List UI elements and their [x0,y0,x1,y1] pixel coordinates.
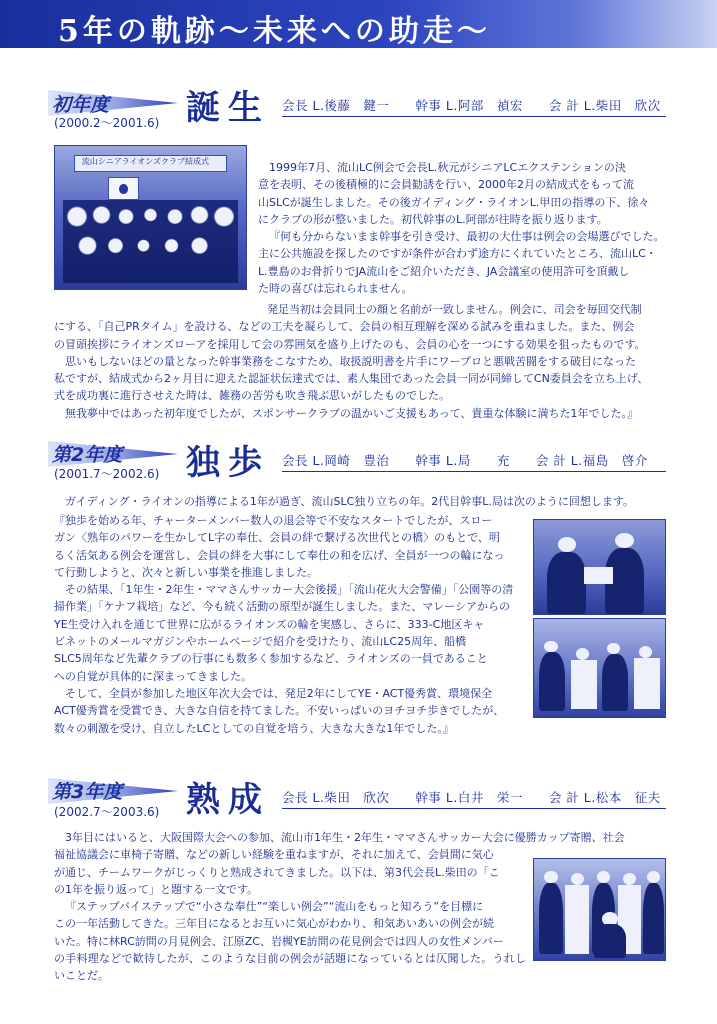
group-photo-3 [533,858,666,961]
text-line: の冒頭挨拶にライオンズローアを採用して会の雰囲気を盛り上げたのも、会員の心を一つにする効果を狙ったものです。 [54,337,646,351]
person-figure [547,552,586,614]
person-figure-light [634,658,660,709]
text-line: の手料理などで歓待したが、このような目前の例会が話題になっているとは仄聞した。うれしいことだ。 [54,952,526,983]
text-line: て行動しようと、次々と新しい事業を推進しました。 [54,565,318,579]
text-line: ビネットのメールマガジンやホームページで紹介を受けたり、流山LC25周年、船橋 [54,635,467,649]
flag-dot [119,184,128,194]
person-figure [539,883,563,954]
text-line: ガイディング・ライオンの指導による1年が過ぎ、流山SLC独り立ちの年。2代目幹事L.局は次のように回想します。 [65,495,634,508]
text-line: ACT優秀賞を受賞でき、大きな自信を持てました。不安いっぱいのヨチヨチ歩きでしたが、 [54,704,505,718]
officers-line: 会長 L.柴田 欣次 幹事 L.白井 栄一 会 計 L.松本 征夫 [282,790,661,805]
presentation-photo [533,519,666,615]
text-line: 主に公共施設を探したのですが条件が合わず途方にくれていたところ、流山LC・ [258,247,657,261]
text-line: 意を表明、その後積極的に会員勧誘を行い、2000年2月の結成式をもって流 [258,178,634,192]
text-line: 1999年7月、流山LC例会で会長L.秋元がシニアLCエクステンションの決 [269,161,626,174]
text-line: 思いもしないほどの量となった幹事業務をこなすため、取扱説明書を片手にワープロと悪戦苦闘をする破目になった [65,354,637,368]
paragraph-intro [54,493,668,511]
text-line: そして、全員が参加した地区年次大会では、発足2年にしてYE・ACT優秀賞、環境保全 [65,686,493,700]
officers-line: 会長 L.岡崎 豊治 幹事 L.局 充 会 計 L.福島 啓介 [282,453,648,468]
text-line: L.豊島のお骨折りでJA流山をご紹介いただき、JA会議室の使用許可を頂戴し [258,264,630,278]
text-line: SLC5周年など先輩クラブの行事にも数多く参加するなど、ライオンズの一員であること [54,652,488,666]
person-head [639,646,652,658]
title-bar [0,0,717,48]
person-head [544,871,557,883]
person-figure-seated [594,924,625,958]
text-line: ガン〈熟年のパワーを生かしてL字の奉仕、会員の絆で繋げる次世代との橋〉のもとで、明 [54,531,500,545]
text-line: た時の喜びは忘れられません。 [258,282,413,296]
person-figure-light [571,660,597,709]
person-figure [643,883,664,954]
paragraph-wrapped [54,512,528,742]
text-line: 掃作業」「ケナフ栽培」など、今も続く活動の原型が誕生しました。また、マレーシアからの [54,600,511,614]
period-label: (2001.7～2002.6) [54,467,160,481]
text-line: 福祉協議会に車椅子寄贈、などの新しい経験を重ねますが、それに加えて、会員間に気心 [54,848,494,862]
text-line: への自覚が具体的に深まってきました。 [54,669,252,683]
section-heading: 誕生 [186,88,270,128]
section-year-1 [0,80,717,425]
certificate [584,567,613,584]
flag-icon [108,177,139,200]
text-line: 『何も分からないまま幹事を引き受け、最初の大仕事は例会の会場選びでした。 [269,230,665,244]
year-label: 第3年度 [52,781,123,803]
text-line: この一年活動してきた。三年目になるとお互いに気心がわかり、和気あいあいの例会が続 [54,917,494,931]
person-head [597,871,610,883]
person-head [576,648,589,660]
person-head [571,873,584,885]
text-line: にクラブの形が整いました。初代幹事のL.阿部が往時を振り返ります。 [258,212,608,226]
year-label: 第2年度 [52,444,123,466]
text-line: るく活気ある例会を運営し、会員の絆を大事にして奉仕の和を広げ、全員が一つの輪になっ [54,548,505,562]
text-line: 3年目にはいると、大阪国際大会への参加、流山市1年生・2年生・ママさんサッカー大会に優勝カップ寄贈、社会 [65,831,625,844]
period-label: (2000.2～2001.6) [54,116,160,130]
text-line: 無我夢中ではあった初年度でしたが、スポンサークラブの温かいご支援もあって、貴重な体験に満ちた1年でした。』 [65,406,639,420]
text-line: YE生受け入れを通じて世界に広がるライオンズの輪を実感し、さらに、333-C地区キャ [54,617,485,631]
activity-photo [533,618,666,718]
section-year-3 [0,772,717,992]
photo-people [63,200,239,283]
text-line: 『独歩を始める年、チャーターメンバー数人の退会等で不安なスタートでしたが、スロー [54,514,493,527]
photo-banner-text: 流山シニアライオンズクラブ結成式 [81,157,210,166]
text-line: 山SLCが誕生しました。その後ガイディング・ライオンL.甲田の指導の下、徐々 [258,195,650,209]
paragraph-wrapped [258,159,668,301]
person-head [647,871,660,883]
text-line: 式を成功裏に進行させえた時は、雑務の苦労も吹き飛ぶ思いがしたものでした。 [54,389,450,403]
text-line: 私ですが、結成式から2ヶ月目に迎えた認証状伝達式では、素人集団であった会員一同が同締してCN委員会を立ち上げ、 [54,372,649,386]
text-line: にする、「自己PRタイム」を設ける、などの工夫を凝らして、会員の相互理解を深める試みを重ねました。また、例会 [54,320,635,334]
person-head [607,643,620,655]
text-line: 数々の刺激を受け、自立したLCとしての自覚を培う、大きな大きな1年でした。』 [54,721,454,735]
group-photo [54,145,247,290]
section-heading: 熟成 [186,780,270,820]
section-heading: 独歩 [186,443,270,483]
person-head [544,641,557,653]
paragraph-full [54,301,668,425]
officers-rule [282,116,666,117]
text-line: 『ステップバイステップで“小さな奉仕”“楽しい例会”“流山をもっと知ろう”を目標に [65,900,484,914]
text-line: いた。特に林RC訪問の月見例会、江原ZC、岩槻YE訪問の花見例会では四人の女性メンバー [54,934,504,948]
text-line: が通じ、チームワークがじっくりと熟成されてきました。以下は、第3代会長L.柴田の「こ [54,865,500,879]
section-year-2 [0,435,717,765]
officers-rule [282,471,666,472]
person-figure [539,652,565,711]
person-head [615,533,633,548]
text-line: の1年を振り返って」と題する一文です。 [54,882,259,896]
person-figure [602,654,628,711]
text-line: その結果、「1年生・2年生・ママさんサッカー大会後援」「流山花火大会警備」「公園等の清 [65,583,514,597]
page-title: 5年の軌跡～未来への助走～ [58,14,491,49]
text-line: 発足当初は会員同士の顔と名前が一致しません。例会に、司会を毎回交代制 [267,303,642,316]
person-head [558,537,576,552]
person-head [623,873,636,885]
period-label: (2002.7～2003.6) [54,805,160,819]
officers-rule [282,808,666,809]
year-label: 初年度 [52,94,110,116]
officers-line: 会長 L.後藤 鍵一 幹事 L.阿部 禎宏 会 計 L.柴田 欣次 [282,98,661,113]
person-figure-light [565,885,589,954]
